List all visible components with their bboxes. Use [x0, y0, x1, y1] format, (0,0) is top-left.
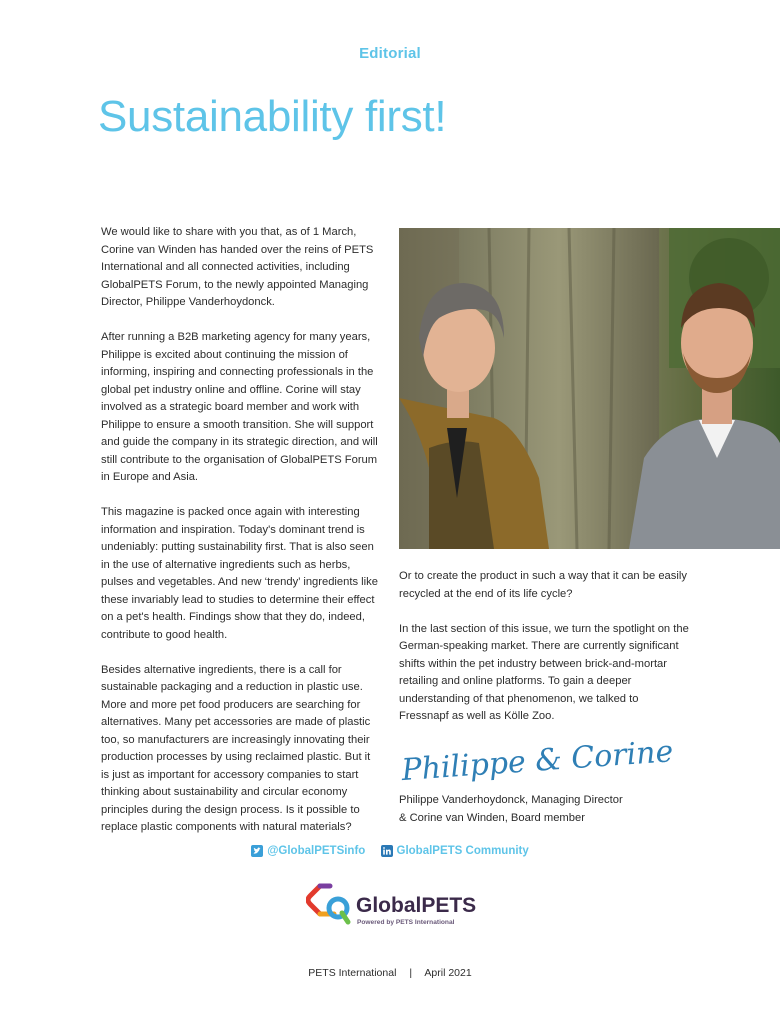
- logo-name: GlobalPETS: [356, 894, 476, 917]
- paragraph: This magazine is packed once again with interesting information and inspiration. Today's dominant trend is undeniably: putting sustainability first. That is also seen in the use of alternative ingredients such as herbs, pulses and vegetables. And new ‘trendy’ ingredients like these invariably lead to studies to determine their effect on a pet's health. Findings show that they do, indeed, contribute to good health.: [101, 506, 378, 641]
- publication-date: April 2021: [424, 967, 472, 979]
- left-column: [101, 224, 379, 854]
- linkedin-icon: [381, 845, 393, 857]
- twitter-link[interactable]: [251, 845, 365, 857]
- twitter-icon: [251, 845, 263, 857]
- publication-name: PETS International: [308, 967, 397, 979]
- handwritten-signature: [397, 728, 697, 788]
- signature-text: Philippe & Corine: [400, 734, 675, 788]
- editorial-photo: [399, 228, 780, 549]
- globalpets-logo: [306, 880, 476, 930]
- sign-off-line: Philippe Vanderhoydonck, Managing Director: [399, 794, 623, 806]
- sign-off-line: & Corine van Winden, Board member: [399, 811, 585, 824]
- photo-illustration: [399, 228, 780, 549]
- paragraph: Or to create the product in such a way that it can be easily recycled at the end of its life cycle?: [399, 570, 687, 600]
- paragraph: Besides alternative ingredients, there is a call for sustainable packaging and a reduction in plastic use. More and more pet food producers are searching for alternatives. Many pet accessories are made of plastic too, so manufacturers are increasingly innovating their production processes by using reclaimed plastic. But it is just as important for accessory companies to start thinking about sustainability and circular economy principles during the design process. Is it possible to replace plastic components with natural materials?: [101, 663, 371, 833]
- social-links: [0, 845, 780, 860]
- paragraph: In the last section of this issue, we turn the spotlight on the German-speaking market. There are currently significant shifts within the pet industry between brick-and-mortar retailing and online platforms. To gain a deeper understanding of that phenomenon, we talked to Fressnapf as well as Kölle Zoo.: [399, 622, 689, 722]
- right-column: [399, 568, 689, 743]
- page-footer: [0, 967, 780, 979]
- section-label: Editorial: [359, 45, 421, 62]
- twitter-handle: @GlobalPETSinfo: [267, 845, 366, 857]
- linkedin-link[interactable]: [381, 845, 529, 857]
- footer-separator: |: [409, 967, 413, 979]
- sign-off: [399, 792, 699, 827]
- logo-tagline: Powered by PETS International: [357, 919, 455, 926]
- page-title: Sustainability first!: [98, 92, 447, 141]
- paragraph: We would like to share with you that, as of 1 March, Corine van Winden has handed over the reins of PETS International and all connected activities, including GlobalPETS Forum, to the newly appointed Managing Director, Philippe Vanderhoydonck.: [101, 226, 374, 308]
- paragraph: After running a B2B marketing agency for many years, Philippe is excited about continuing the mission of informing, inspiring and connecting professionals in the global pet industry online and offline. Corine will stay involved as a strategic board member and work with Philippe to ensure a smooth transition. She will support and guide the company in its strategic direction, and will still contribute to the organisation of GlobalPETS Forum in Europe and Asia.: [101, 331, 378, 483]
- linkedin-name: GlobalPETS Community: [396, 845, 529, 857]
- logo-mark-icon: [308, 886, 348, 922]
